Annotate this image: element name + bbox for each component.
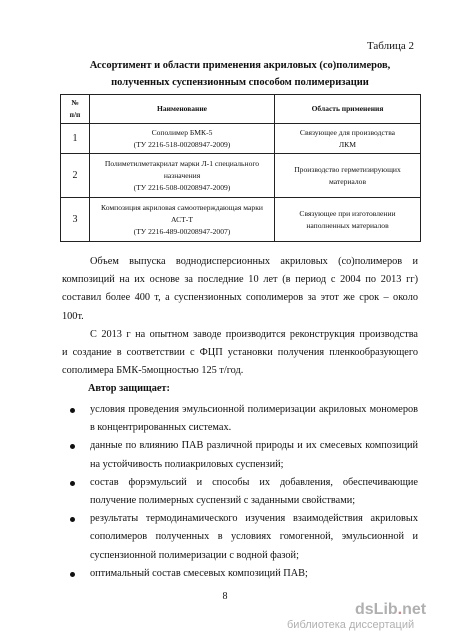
- row-name: [90, 124, 275, 154]
- row-name-line: (ТУ 2216-518-00208947-2009): [133, 139, 231, 149]
- table-row: [61, 124, 421, 154]
- row-num: 2: [61, 154, 90, 198]
- watermark-caption: библиотека диссертаций: [287, 619, 415, 631]
- row-application: [275, 124, 421, 154]
- list-item: [62, 565, 418, 583]
- row-application: [275, 198, 421, 242]
- row-name-line: (ТУ 2216-508-00208947-2009): [133, 182, 231, 192]
- row-name-line: Полиметилметакрилат марки Л-1 специального: [104, 158, 260, 168]
- header-num: [61, 95, 90, 124]
- paragraph-line: 100т.: [62, 310, 84, 322]
- paragraph-output-volume: [62, 253, 418, 326]
- row-application-line: материалов: [328, 176, 367, 186]
- list-item-line: на устойчивость полиакриловых суспензий;: [90, 458, 284, 470]
- table-header-row: [61, 95, 421, 124]
- list-item-line: суспензионной полимеризации с водной фазой;: [90, 549, 299, 561]
- list-item-line: результаты термодинамического изучения взаимодействия акриловых: [90, 513, 418, 525]
- table-row: [61, 198, 421, 242]
- paragraph-line: составил более 400 т, а суспензионных сополимеров за этот же срок – около: [62, 292, 418, 304]
- table-title-line-2: полученных суспензионным способом полимеризации: [111, 77, 369, 88]
- paragraph-line: С 2013 г на опытном заводе производится реконструкция производства: [90, 329, 418, 340]
- row-num: 1: [61, 124, 90, 154]
- table-caption: Таблица 2: [366, 40, 414, 52]
- watermark-logo-dot: .: [397, 601, 403, 618]
- list-item: [62, 474, 418, 510]
- row-name: [90, 198, 275, 242]
- bullet-icon: [70, 408, 75, 413]
- row-num: 3: [61, 198, 90, 242]
- row-application-line: Связующее для производства: [299, 127, 396, 137]
- page-number: 8: [222, 591, 228, 602]
- watermark-logo-text: dsLib: [355, 601, 398, 618]
- paragraph-line: композиций на их основе за последние 10 лет (в период с 2004 по 2013 гг): [62, 274, 418, 286]
- list-item-line: сополимеров полученных в условиях гомогенной, эмульсионной и: [90, 531, 418, 543]
- assortment-table: [60, 94, 421, 242]
- paragraph-reconstruction: [62, 326, 418, 381]
- row-name-line: назначения: [163, 170, 201, 180]
- header-application: Область применения: [275, 95, 421, 124]
- bullet-icon: [70, 517, 75, 522]
- list-item: [62, 437, 418, 473]
- table-title-line-1: Ассортимент и области применения акриловых (со)полимеров,: [89, 60, 391, 71]
- list-item-line: оптимальный состав смесевых композиций ПАВ;: [90, 567, 308, 579]
- row-application-line: Связующее при изготовлении: [299, 208, 396, 218]
- list-item-line: состав форэмульсий и способы их добавления, обеспечивающие: [90, 476, 418, 488]
- watermark-logo: [355, 601, 426, 619]
- row-application: [275, 154, 421, 198]
- table-row: [61, 154, 421, 198]
- watermark-logo-suffix: net: [402, 601, 427, 618]
- row-name-line: Сополимер БМК-5: [151, 127, 213, 137]
- list-item-line: получение полимерных суспензий с заданными свойствами;: [90, 495, 356, 507]
- defended-points-list: [62, 401, 418, 583]
- row-name-line: Композиция акриловая самоотверждающая марки: [101, 202, 263, 212]
- header-num-line-2: п/п: [69, 110, 81, 119]
- list-item: [62, 401, 418, 437]
- bullet-icon: [70, 481, 75, 486]
- list-item-line: данные по влиянию ПАВ различной природы и их смесевых композиций: [90, 440, 418, 452]
- header-num-line-1: №: [71, 98, 79, 107]
- author-defends-heading: Автор защищает:: [88, 383, 170, 394]
- list-item-line: в концентрированных системах.: [90, 422, 232, 434]
- list-item: [62, 510, 418, 565]
- row-name: [90, 154, 275, 198]
- paragraph-line: сополимера БМК-5мощностью 125 т/год.: [62, 365, 244, 377]
- header-name: Наименование: [90, 95, 275, 124]
- paragraph-line: Объем выпуска воднодисперсионных акриловых (со)полимеров и: [90, 256, 418, 267]
- row-application-line: Производство герметизирующих: [294, 164, 401, 174]
- row-name-line: АСТ-Т: [171, 214, 193, 224]
- row-application-line: ЛКМ: [339, 139, 356, 149]
- list-item-line: условия проведения эмульсионной полимеризации акриловых мономеров: [90, 404, 418, 415]
- paragraph-line: и создание в соответствии с ФЦП установки получения пленкообразующего: [62, 347, 418, 359]
- row-application-line: наполненных материалов: [306, 220, 389, 230]
- bullet-icon: [70, 444, 75, 449]
- bullet-icon: [70, 572, 75, 577]
- row-name-line: (ТУ 2216-489-00208947-2007): [133, 226, 231, 236]
